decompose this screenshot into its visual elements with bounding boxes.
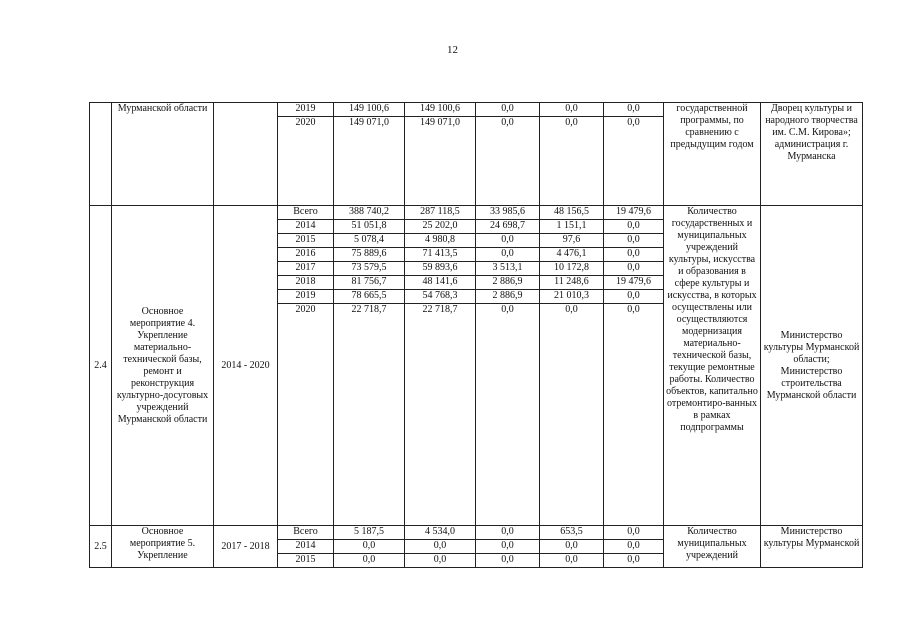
amount-cell: 0,0 [540,103,604,117]
amount-cell: 149 071,0 [334,117,405,206]
year-cell: 2019 [278,290,334,304]
year-cell: 2014 [278,220,334,234]
amount-cell: 0,0 [476,103,540,117]
item-number [90,103,112,206]
amount-cell: 149 100,6 [334,103,405,117]
amount-cell: 51 051,8 [334,220,405,234]
year-cell: 2014 [278,540,334,554]
amount-cell: 22 718,7 [334,304,405,526]
amount-cell: 0,0 [405,554,476,568]
amount-cell: 75 889,6 [334,248,405,262]
indicator-text: Количество государственных и муниципальных учреждений культуры, искусства и образования в сфере культуры и искусства, в которых осуществлены или осуществляются модернизация материально-технической базы, текущие ремонтные работы. Количество объектов, капитально отремонтиро-ванных в рамках подпрограммы [664,206,761,526]
amount-cell: 5 078,4 [334,234,405,248]
amount-cell: 10 172,8 [540,262,604,276]
amount-cell: 0,0 [604,554,664,568]
amount-cell: 0,0 [405,540,476,554]
indicator-text: Количество муниципальных учреждений [664,526,761,568]
year-cell: 2016 [278,248,334,262]
year-cell: Всего [278,526,334,540]
period [214,103,278,206]
amount-cell: 19 479,6 [604,206,664,220]
amount-cell: 4 534,0 [405,526,476,540]
amount-cell: 0,0 [604,220,664,234]
period: 2014 - 2020 [214,206,278,526]
amount-cell: 149 071,0 [405,117,476,206]
amount-cell: 149 100,6 [405,103,476,117]
table-row [90,103,863,117]
page-number: 12 [447,44,458,56]
program-table [89,102,863,568]
executor-text: Дворец культуры и народного творчества им. С.М. Кирова»; администрация г. Мурманска [761,103,863,206]
amount-cell: 0,0 [604,304,664,526]
amount-cell: 81 756,7 [334,276,405,290]
year-cell: 2015 [278,554,334,568]
amount-cell: 0,0 [334,540,405,554]
amount-cell: 653,5 [540,526,604,540]
amount-cell: 0,0 [540,304,604,526]
amount-cell: 19 479,6 [604,276,664,290]
item-number: 2.4 [90,206,112,526]
amount-cell: 388 740,2 [334,206,405,220]
measure-name: Мурманской области [112,103,214,206]
amount-cell: 33 985,6 [476,206,540,220]
amount-cell: 0,0 [476,554,540,568]
amount-cell: 78 665,5 [334,290,405,304]
indicator-text: государственной программы, по сравнению с предыдущим годом [664,103,761,206]
amount-cell: 97,6 [540,234,604,248]
amount-cell: 0,0 [604,526,664,540]
year-cell: 2018 [278,276,334,290]
amount-cell: 4 476,1 [540,248,604,262]
item-number: 2.5 [90,526,112,568]
measure-name: Основное мероприятие 4. Укрепление материально-технической базы, ремонт и реконструкция культурно-досуговых учреждений Мурманской области [112,206,214,526]
amount-cell: 0,0 [540,554,604,568]
amount-cell: 54 768,3 [405,290,476,304]
amount-cell: 11 248,6 [540,276,604,290]
amount-cell: 2 886,9 [476,276,540,290]
amount-cell: 0,0 [604,540,664,554]
year-cell: 2020 [278,117,334,206]
executor-text: Министерство культуры Мурманской области; Министерство строительства Мурманской области [761,206,863,526]
amount-cell: 4 980,8 [405,234,476,248]
amount-cell: 0,0 [604,290,664,304]
amount-cell: 0,0 [604,103,664,117]
amount-cell: 0,0 [540,540,604,554]
amount-cell: 48 156,5 [540,206,604,220]
amount-cell: 0,0 [476,117,540,206]
amount-cell: 25 202,0 [405,220,476,234]
amount-cell: 0,0 [604,248,664,262]
year-cell: Всего [278,206,334,220]
amount-cell: 287 118,5 [405,206,476,220]
amount-cell: 0,0 [540,117,604,206]
amount-cell: 3 513,1 [476,262,540,276]
period: 2017 - 2018 [214,526,278,568]
amount-cell: 0,0 [604,234,664,248]
table-row [90,526,863,540]
year-cell: 2017 [278,262,334,276]
amount-cell: 0,0 [476,248,540,262]
amount-cell: 73 579,5 [334,262,405,276]
amount-cell: 0,0 [604,262,664,276]
amount-cell: 0,0 [476,526,540,540]
amount-cell: 24 698,7 [476,220,540,234]
amount-cell: 5 187,5 [334,526,405,540]
measure-name: Основное мероприятие 5. Укрепление [112,526,214,568]
amount-cell: 0,0 [476,540,540,554]
table-row [90,206,863,220]
amount-cell: 1 151,1 [540,220,604,234]
amount-cell: 0,0 [604,117,664,206]
amount-cell: 0,0 [334,554,405,568]
amount-cell: 0,0 [476,234,540,248]
year-cell: 2015 [278,234,334,248]
executor-text: Министерство культуры Мурманской [761,526,863,568]
amount-cell: 71 413,5 [405,248,476,262]
amount-cell: 48 141,6 [405,276,476,290]
amount-cell: 59 893,6 [405,262,476,276]
amount-cell: 22 718,7 [405,304,476,526]
year-cell: 2020 [278,304,334,526]
amount-cell: 21 010,3 [540,290,604,304]
year-cell: 2019 [278,103,334,117]
amount-cell: 2 886,9 [476,290,540,304]
amount-cell: 0,0 [476,304,540,526]
